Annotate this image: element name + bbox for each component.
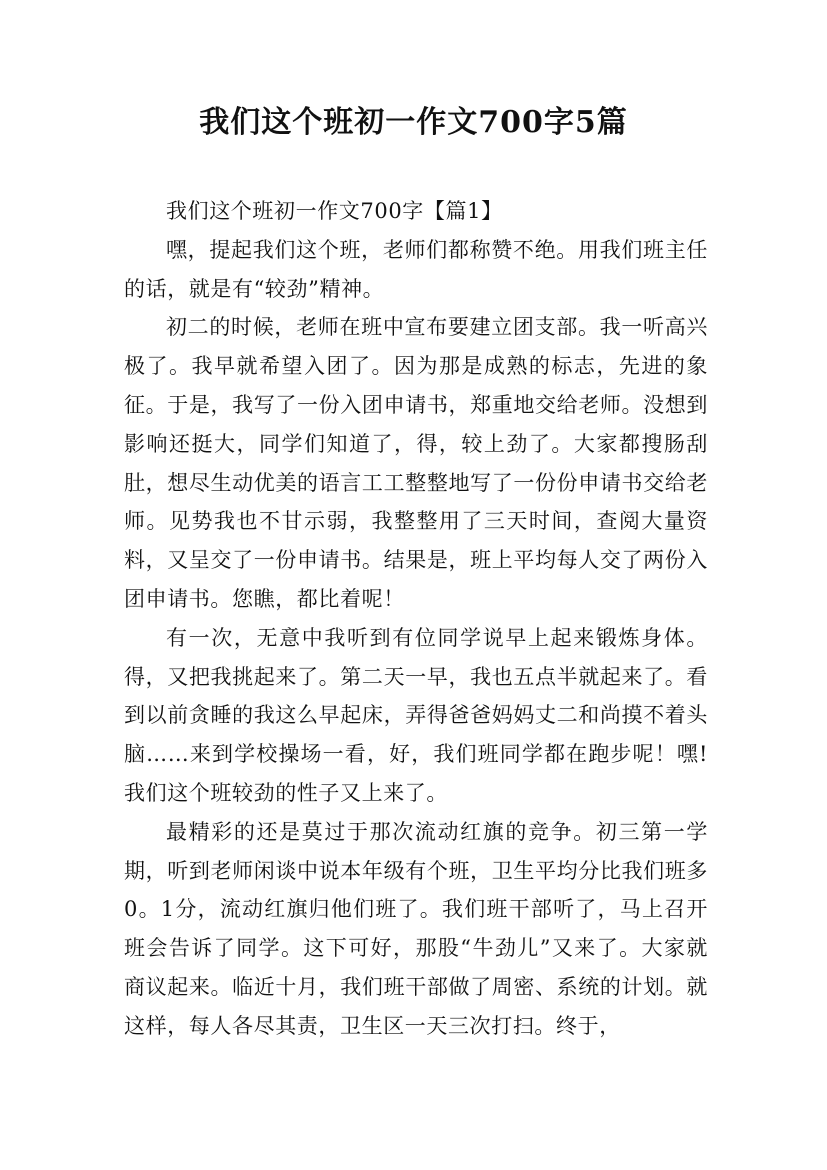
paragraph: 有一次，无意中我听到有位同学说早上起来锻炼身体。得，又把我挑起来了。第二天一早，我也五点半就起来了。看到以前贪睡的我这么早起床，弄得爸爸妈妈丈二和尚摸不着头脑……来到学校操场一看，好，我们班同学都在跑步呢！嘿!我们这个班较劲的性子又上来了。 — [124, 625, 708, 805]
document-title: 我们这个班初一作文700字5篇 — [199, 105, 628, 140]
document-body — [124, 192, 708, 1046]
section-heading: 我们这个班初一作文700字【篇1】 — [166, 199, 503, 223]
paragraph: 初二的时候，老师在班中宣布要建立团支部。我一听高兴极了。我早就希望入团了。因为那是成熟的标志，先进的象征。于是，我写了一份入团申请书，郑重地交给老师。没想到影响还挺大，同学们知道了，得，较上劲了。大家都搜肠刮肚，想尽生动优美的语言工工整整地写了一份份申请书交给老师。见势我也不甘示弱，我整整用了三天时间，查阅大量资料，又呈交了一份申请书。结果是，班上平均每人交了两份入团申请书。您瞧，都比着呢！ — [124, 315, 708, 611]
paragraph: 最精彩的还是莫过于那次流动红旗的竞争。初三第一学期，听到老师闲谈中说本年级有个班，卫生平均分比我们班多0。1分，流动红旗归他们班了。我们班干部听了，马上召开班会告诉了同学。这下可好，那股“牛劲儿”又来了。大家就商议起来。临近十月，我们班干部做了周密、系统的计划。就这样，每人各尽其责，卫生区一天三次打扫。终于， — [124, 819, 708, 1038]
paragraph: 嘿，提起我们这个班，老师们都称赞不绝。用我们班主任的话，就是有“较劲”精神。 — [124, 237, 708, 301]
